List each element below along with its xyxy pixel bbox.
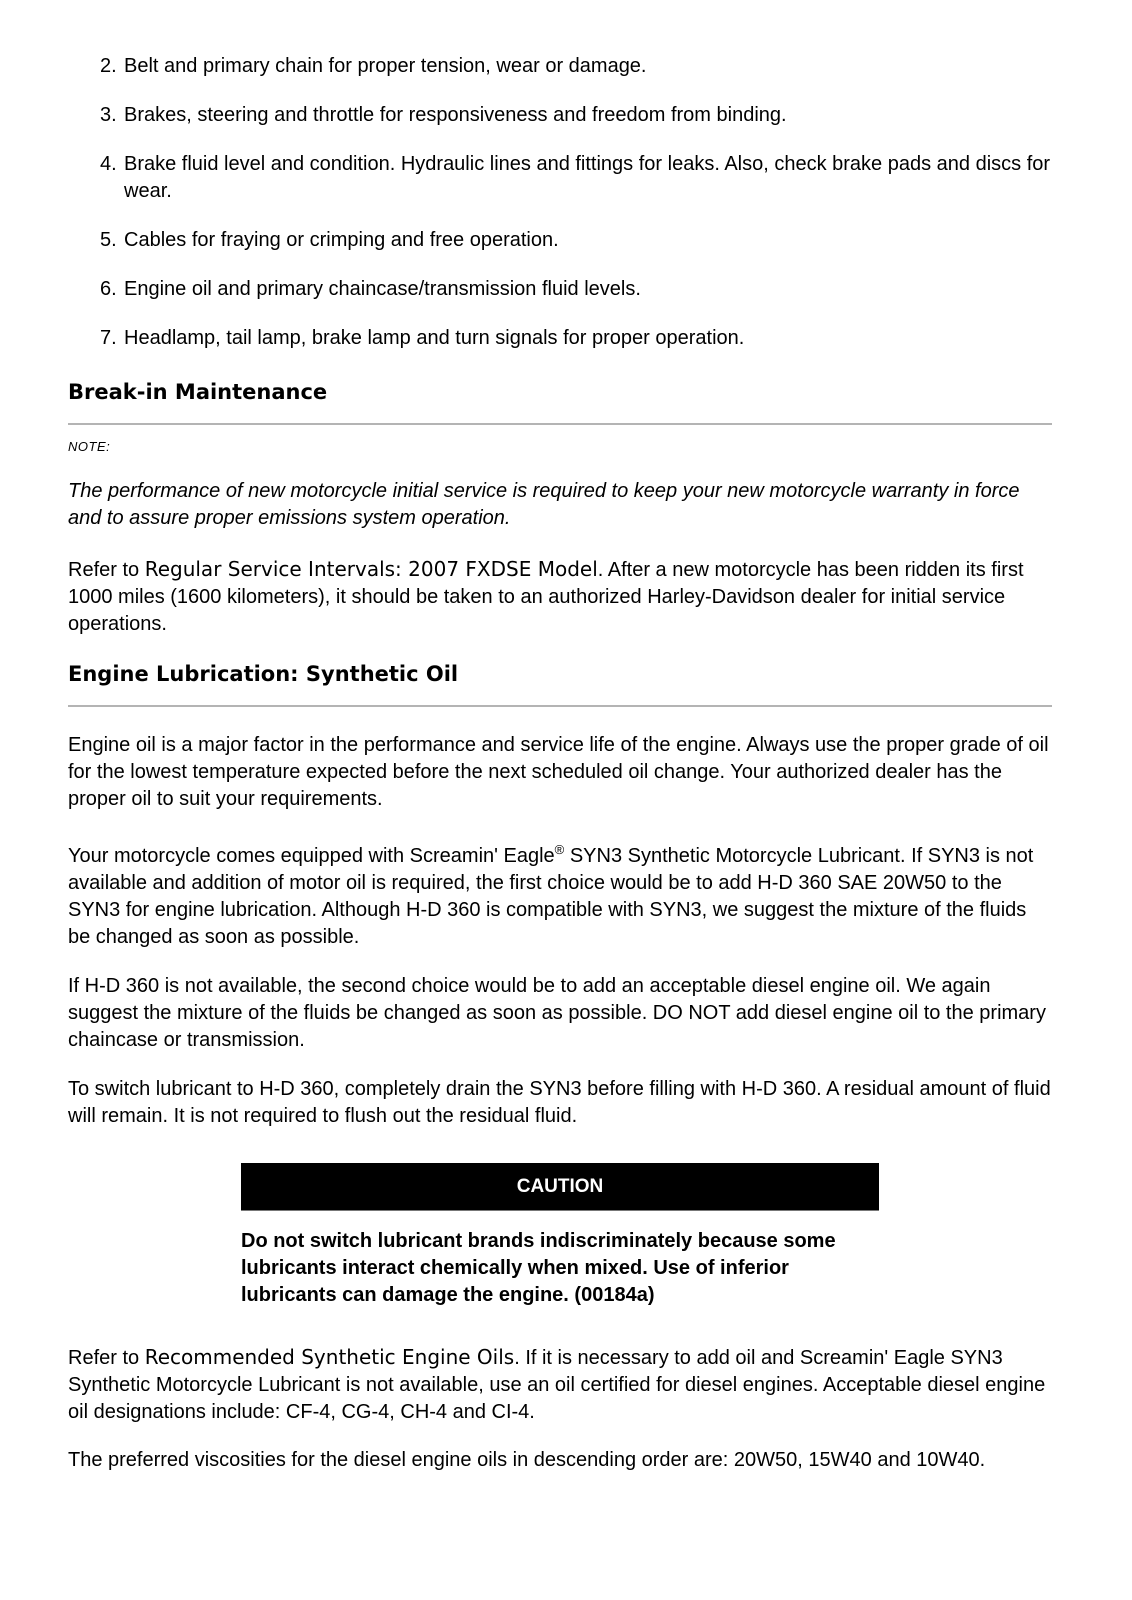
para2-suffix: SYN3 Synthetic Motorcycle Lubricant. If SYN3 is not available and addition of motor oil is required, the first choice would be to add H-D 360 SAE 20W50 to the SYN3 for engine lubrication. Although H-D 360 is compatible with SYN3, we suggest the mixture of the fluids be changed as soon as possible.	[68, 845, 1034, 948]
section-heading-engine-lubrication: Engine Lubrication: Synthetic Oil	[68, 662, 459, 686]
list-item-number: 7.	[100, 327, 117, 349]
lubrication-paragraph-1: Engine oil is a major factor in the performance and service life of the engine. Always use the proper grade of oil for the lowest temperature expected before the next scheduled oil change. Your authorized dealer has the proper oil to suit your requirements.	[68, 734, 1049, 810]
para2-prefix: Your motorcycle comes equipped with Screamin' Eagle	[68, 845, 555, 867]
section-divider	[68, 705, 1052, 707]
list-item-text: Cables for fraying or crimping and free operation.	[124, 229, 559, 251]
note-label: NOTE:	[68, 439, 111, 454]
link-recommended-synthetic-engine-oils[interactable]: Recommended Synthetic Engine Oils	[144, 1345, 515, 1369]
refer-prefix: Refer to	[68, 559, 145, 581]
list-item	[100, 325, 1052, 352]
list-item-number: 2.	[100, 55, 117, 77]
list-item-number: 5.	[100, 229, 117, 251]
refer-suffix: . After a new motorcycle has been ridden its first 1000 miles (1600 kilometers), it should be taken to an authorized Harley-Davidson dealer for initial service operations.	[68, 559, 1024, 635]
list-item-text: Engine oil and primary chaincase/transmission fluid levels.	[124, 278, 641, 300]
lubrication-paragraph-3: If H-D 360 is not available, the second choice would be to add an acceptable diesel engine oil. We again suggest the mixture of the fluids be changed as soon as possible. DO NOT add diesel engine oil to the primary chaincase or transmission.	[68, 975, 1046, 1051]
list-item	[100, 151, 1052, 205]
list-item-text: Belt and primary chain for proper tension, wear or damage.	[124, 55, 647, 77]
inspection-checklist	[100, 53, 1052, 374]
section-heading-break-in: Break-in Maintenance	[68, 380, 328, 404]
link-regular-service-intervals[interactable]: Regular Service Intervals: 2007 FXDSE Model	[144, 557, 598, 581]
list-item-number: 6.	[100, 278, 117, 300]
caution-banner: CAUTION	[241, 1163, 879, 1210]
lubrication-paragraph-5	[68, 1344, 1052, 1426]
list-item-number: 3.	[100, 104, 117, 126]
break-in-paragraph	[68, 556, 1052, 638]
registered-mark: ®	[554, 842, 565, 857]
section-divider	[68, 423, 1052, 425]
list-item-text: Headlamp, tail lamp, brake lamp and turn signals for proper operation.	[124, 327, 745, 349]
lubrication-paragraph-6: The preferred viscosities for the diesel engine oils in descending order are: 20W50, 15W40 and 10W40.	[68, 1449, 986, 1471]
lubrication-paragraph-4: To switch lubricant to H-D 360, completely drain the SYN3 before filling with H-D 360. A residual amount of fluid will remain. It is not required to flush out the residual fluid.	[68, 1078, 1051, 1127]
note-text: The performance of new motorcycle initial service is required to keep your new motorcycle warranty in force and to assure proper emissions system operation.	[68, 480, 1020, 529]
list-item	[100, 102, 1052, 129]
lubrication-paragraph-2	[68, 843, 1052, 951]
refer-prefix: Refer to	[68, 1347, 145, 1369]
caution-text: Do not switch lubricant brands indiscriminately because some lubricants interact chemically when mixed. Use of inferior lubricants can damage the engine. (00184a)	[241, 1230, 836, 1306]
list-item-text: Brake fluid level and condition. Hydraulic lines and fittings for leaks. Also, check brake pads and discs for wear.	[124, 153, 1051, 202]
list-item	[100, 53, 1052, 80]
list-item-number: 4.	[100, 153, 117, 175]
refer-suffix: . If it is necessary to add oil and Screamin' Eagle SYN3 Synthetic Motorcycle Lubricant is not available, use an oil certified for diesel engines. Acceptable diesel engine oil designations include: CF-4, CG-4, CH-4 and CI-4.	[68, 1347, 1046, 1423]
list-item-text: Brakes, steering and throttle for responsiveness and freedom from binding.	[124, 104, 787, 126]
list-item	[100, 227, 1052, 254]
list-item	[100, 276, 1052, 303]
